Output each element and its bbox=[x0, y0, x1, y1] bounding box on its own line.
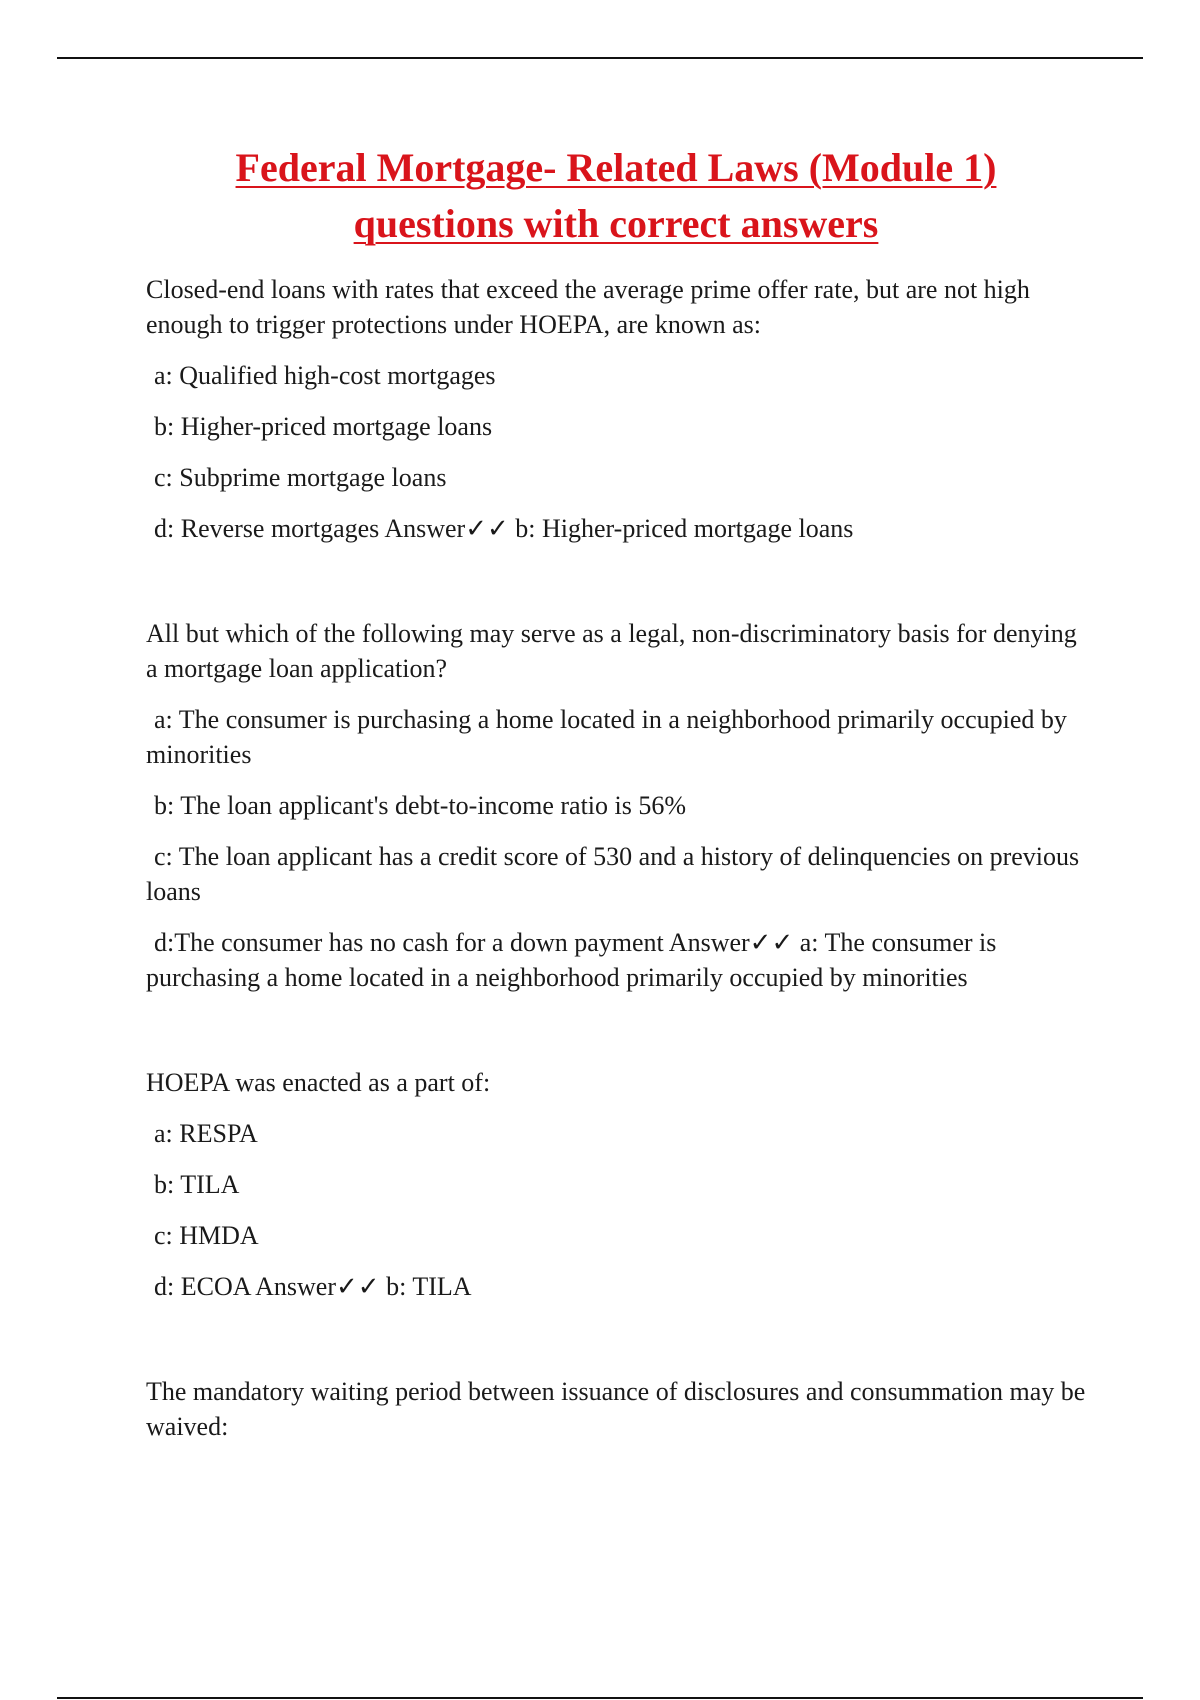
question-text: All but which of the following may serve as a legal, non-discriminatory basis for denying a mortgage loan application? bbox=[146, 619, 1077, 683]
option-text: d: Reverse mortgages Answer✓✓ b: Higher-priced mortgage loans bbox=[154, 514, 854, 543]
option-text: c: Subprime mortgage loans bbox=[154, 463, 447, 492]
option-text: b: Higher-priced mortgage loans bbox=[154, 412, 493, 441]
option-text: c: HMDA bbox=[154, 1221, 259, 1250]
question-text: Closed-end loans with rates that exceed the average prime offer rate, but are not high enough to trigger protections under HOEPA, are known as: bbox=[146, 275, 1030, 339]
top-rule bbox=[57, 57, 1143, 59]
option-text: b: TILA bbox=[154, 1170, 240, 1199]
question-block-4 bbox=[146, 1374, 1086, 1444]
option-b bbox=[146, 788, 1086, 823]
option-text: a: RESPA bbox=[154, 1119, 258, 1148]
option-a bbox=[146, 358, 1086, 393]
option-d-with-answer bbox=[146, 1269, 1086, 1304]
option-a bbox=[146, 702, 1086, 772]
question-block-2 bbox=[146, 616, 1086, 995]
option-b bbox=[146, 1167, 1086, 1202]
document-body bbox=[146, 140, 1086, 1460]
option-b bbox=[146, 409, 1086, 444]
bottom-rule bbox=[57, 1697, 1143, 1699]
question-block-3 bbox=[146, 1065, 1086, 1304]
option-text: a: The consumer is purchasing a home located in a neighborhood primarily occupied by minorities bbox=[146, 705, 1067, 769]
option-text: b: The loan applicant's debt-to-income ratio is 56% bbox=[154, 791, 687, 820]
option-d-with-answer bbox=[146, 925, 1086, 995]
question-text: HOEPA was enacted as a part of: bbox=[146, 1068, 491, 1097]
option-c bbox=[146, 1218, 1086, 1253]
option-a bbox=[146, 1116, 1086, 1151]
title-line-1: Federal Mortgage- Related Laws (Module 1) bbox=[235, 145, 997, 190]
option-text: a: Qualified high-cost mortgages bbox=[154, 361, 496, 390]
question-text: The mandatory waiting period between issuance of disclosures and consummation may be waived: bbox=[146, 1377, 1086, 1441]
question-block-1 bbox=[146, 272, 1086, 546]
option-c bbox=[146, 460, 1086, 495]
option-c bbox=[146, 839, 1086, 909]
document-title bbox=[146, 140, 1086, 252]
option-d-with-answer bbox=[146, 511, 1086, 546]
option-text: c: The loan applicant has a credit score of 530 and a history of delinquencies on previous loans bbox=[146, 842, 1080, 906]
option-text: d: ECOA Answer✓✓ b: TILA bbox=[154, 1272, 472, 1301]
option-text: d:The consumer has no cash for a down payment Answer✓✓ a: The consumer is purchasing a home located in a neighborhood primarily occupied by minorities bbox=[146, 928, 997, 992]
title-line-2: questions with correct answers bbox=[353, 201, 879, 246]
